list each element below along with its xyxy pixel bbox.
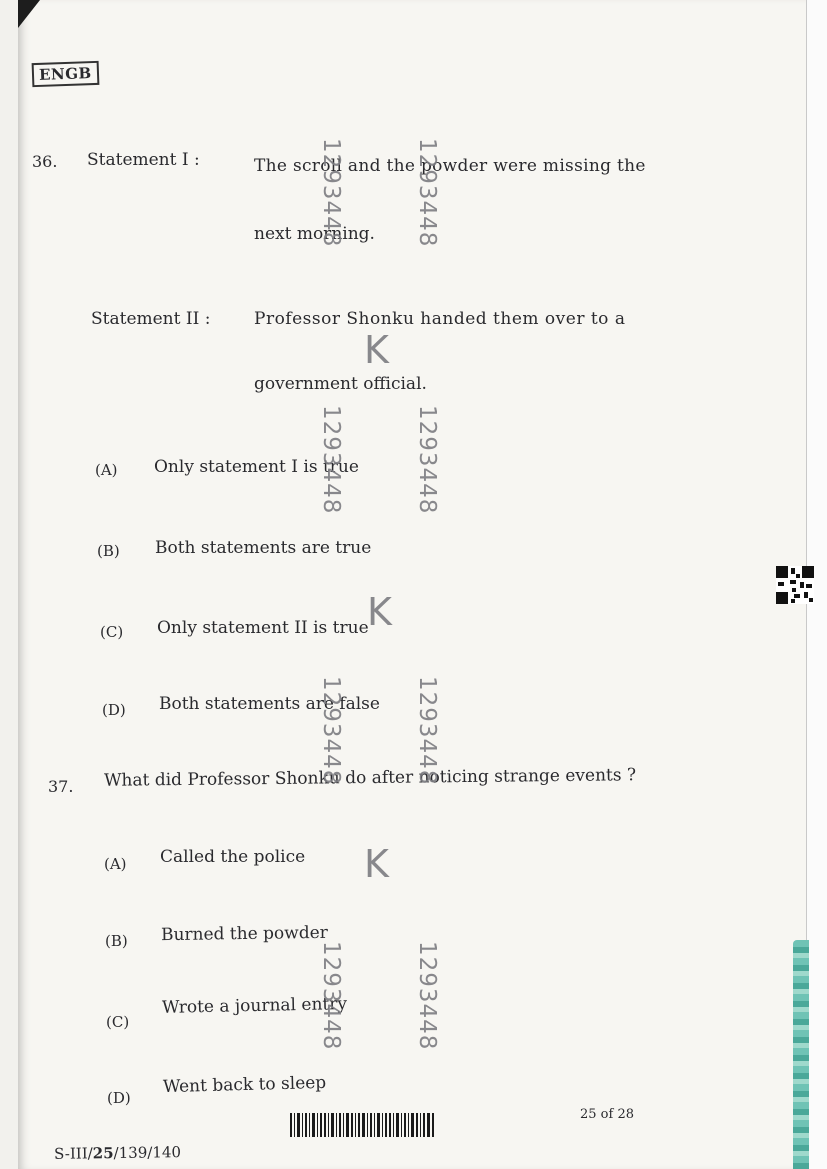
option-36-a-label: (A) [95, 461, 118, 479]
watermark-number: 1293448 [414, 941, 440, 1051]
option-37-c-label: (C) [106, 1013, 130, 1031]
statement-2-line-2: government official. [254, 374, 427, 394]
watermark-number: 1293448 [318, 941, 344, 1051]
option-36-a-text: Only statement I is true [154, 457, 359, 477]
statement-1-line-2: next morning. [254, 224, 375, 244]
option-36-d-text: Both statements are false [159, 694, 380, 714]
option-36-d-label: (D) [102, 701, 126, 719]
question-36-number: 36. [32, 152, 58, 171]
watermark-number: 1293448 [414, 138, 440, 248]
paper-code-box: ENGB [32, 61, 99, 87]
watermark-number: 1293448 [318, 138, 344, 248]
question-37-text: What did Professor Shonku do after noticing strange events ? [103, 765, 637, 791]
option-37-a-label: (A) [104, 855, 127, 873]
statement-2-line-1: Professor Shonku handed them over to a [254, 309, 626, 329]
option-37-a-text: Called the police [160, 847, 306, 867]
statement-1-line-1: The scroll and the powder were missing the [254, 156, 646, 176]
option-36-c-label: (C) [100, 623, 124, 641]
statement-1-label: Statement I : [87, 150, 200, 170]
watermark-number: 1293448 [414, 676, 440, 786]
option-36-b-label: (B) [97, 542, 120, 560]
watermark-letter: K [367, 590, 392, 634]
watermark-number: 1293448 [414, 405, 440, 515]
watermark-letter: K [364, 842, 389, 886]
question-37-number: 37. [48, 777, 74, 796]
cloth-edge [793, 940, 809, 1169]
option-36-b-text: Both statements are true [155, 538, 372, 558]
paper-code: S-III/25/139/140 [53, 1143, 182, 1163]
qr-code-icon [776, 566, 814, 604]
watermark-number: 1293448 [318, 405, 344, 515]
option-37-c-text: Wrote a journal entry [161, 994, 348, 1018]
statement-2-label: Statement II : [91, 309, 211, 329]
option-37-d-text: Went back to sleep [162, 1072, 327, 1098]
watermark-number: 1293448 [318, 676, 344, 786]
barcode-icon [290, 1113, 436, 1137]
option-36-c-text: Only statement II is true [157, 618, 369, 638]
option-37-d-label: (D) [107, 1089, 131, 1107]
option-37-b-label: (B) [105, 932, 128, 950]
watermark-letter: K [364, 328, 389, 372]
option-37-b-text: Burned the powder [160, 922, 328, 946]
page-number: 25 of 28 [580, 1107, 634, 1122]
